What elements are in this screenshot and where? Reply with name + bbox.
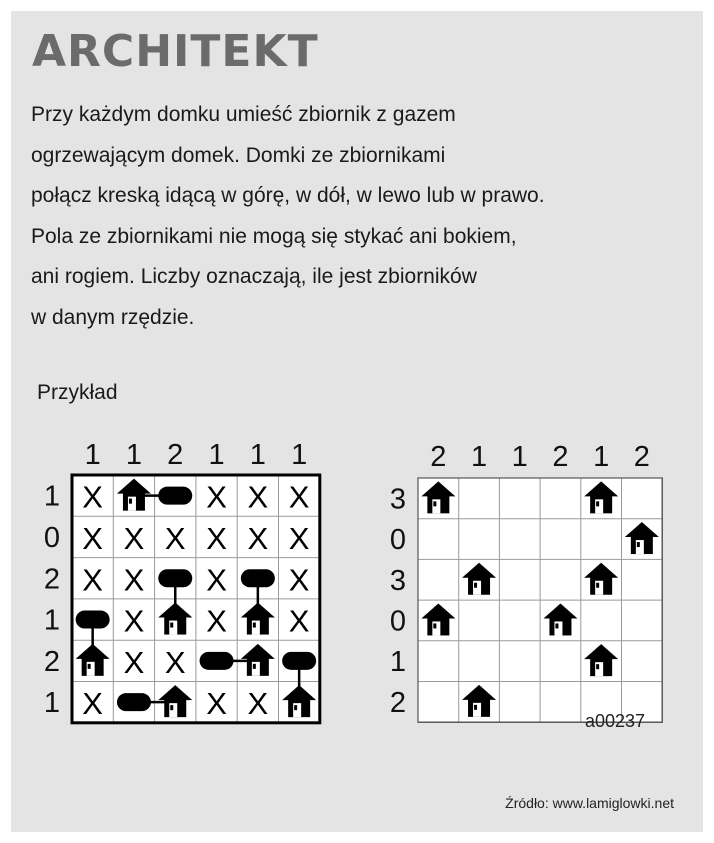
clue-number: 1 [291,439,308,471]
cross-mark: X [82,562,103,598]
cross-mark: X [206,479,227,515]
gas-tank [158,487,192,505]
example-board [44,439,320,723]
house-window [596,501,599,506]
gas-tank [241,569,275,587]
clue-number: 1 [84,439,101,471]
house-window [170,705,173,710]
page-title: ARCHITEKT [32,26,319,77]
clue-number: 1 [43,480,61,513]
cross-mark: X [206,520,227,556]
clue-number: 2 [167,439,184,471]
clue-number: 1 [593,441,610,473]
instruction-line: w danym rzędzie. [31,305,195,329]
cross-mark: X [288,520,310,556]
clue-number: 2 [43,645,61,678]
cross-mark: X [82,479,103,515]
cross-mark: X [164,644,186,680]
clue-number: 2 [389,686,407,719]
cross-mark: X [82,520,103,556]
clue-number: 1 [249,439,266,471]
cross-mark: X [123,562,145,598]
house-window [596,664,599,669]
cross-mark: X [123,644,145,680]
clue-number: 2 [633,441,650,473]
cross-mark: X [288,479,310,515]
house-window [294,705,297,710]
clue-number: 1 [125,439,143,471]
instruction-line: ani rogiem. Liczby oznaczają, ile jest zbiorników [31,265,477,288]
house-window [637,542,640,547]
cross-mark: X [123,603,145,639]
clue-number: 2 [430,441,447,473]
example-label: Przykład [37,381,118,404]
cross-mark: X [247,520,269,556]
cross-mark: X [288,562,310,598]
house-window [474,705,477,710]
clue-number: 2 [552,441,569,473]
gas-tank [158,569,192,587]
clue-number: 3 [389,483,407,516]
gas-tank [76,611,110,629]
cross-mark: X [206,562,227,598]
clue-number: 0 [389,605,407,638]
house-window [433,501,436,506]
house-window [170,623,173,628]
puzzle-id: a00237 [585,711,646,731]
clue-number: 0 [43,521,61,554]
house-window [555,623,558,628]
cross-mark: X [82,686,103,722]
house-window [596,583,599,588]
instruction-line: połącz kreską idącą w górę, w dół, w lewo lub w prawo. [31,184,545,207]
house-window [433,623,436,628]
instruction-line: Przy każdym domku umieść zbiornik z gazem [31,103,456,126]
house-window [253,664,256,669]
gas-tank [117,693,151,711]
cross-mark: X [164,520,186,556]
clue-number: 1 [43,604,61,637]
house-window [253,623,256,628]
cross-mark: X [206,686,227,722]
clue-number: 0 [389,524,407,557]
clue-number: 1 [470,441,488,473]
house-window [129,499,132,504]
cross-mark: X [288,603,310,639]
cross-mark: X [206,603,227,639]
clue-number: 2 [43,563,61,596]
clue-number: 1 [43,687,61,720]
source-credit: Źródło: www.lamiglowki.net [505,795,674,811]
instruction-line: ogrzewającym domek. Domki ze zbiornikami [31,143,446,167]
cross-mark: X [123,520,145,556]
cross-mark: X [247,479,269,515]
house-window [474,583,477,588]
puzzle-board [390,441,662,722]
gas-tank [282,652,316,670]
clue-number: 3 [389,564,407,597]
cross-mark: X [247,686,269,722]
clue-number: 1 [511,441,528,473]
instruction-line: Pola ze zbiornikami nie mogą się stykać ani bokiem, [31,224,517,248]
clue-number: 1 [208,439,225,471]
house-window [88,664,91,669]
clue-number: 1 [389,646,407,679]
gas-tank [200,652,234,670]
